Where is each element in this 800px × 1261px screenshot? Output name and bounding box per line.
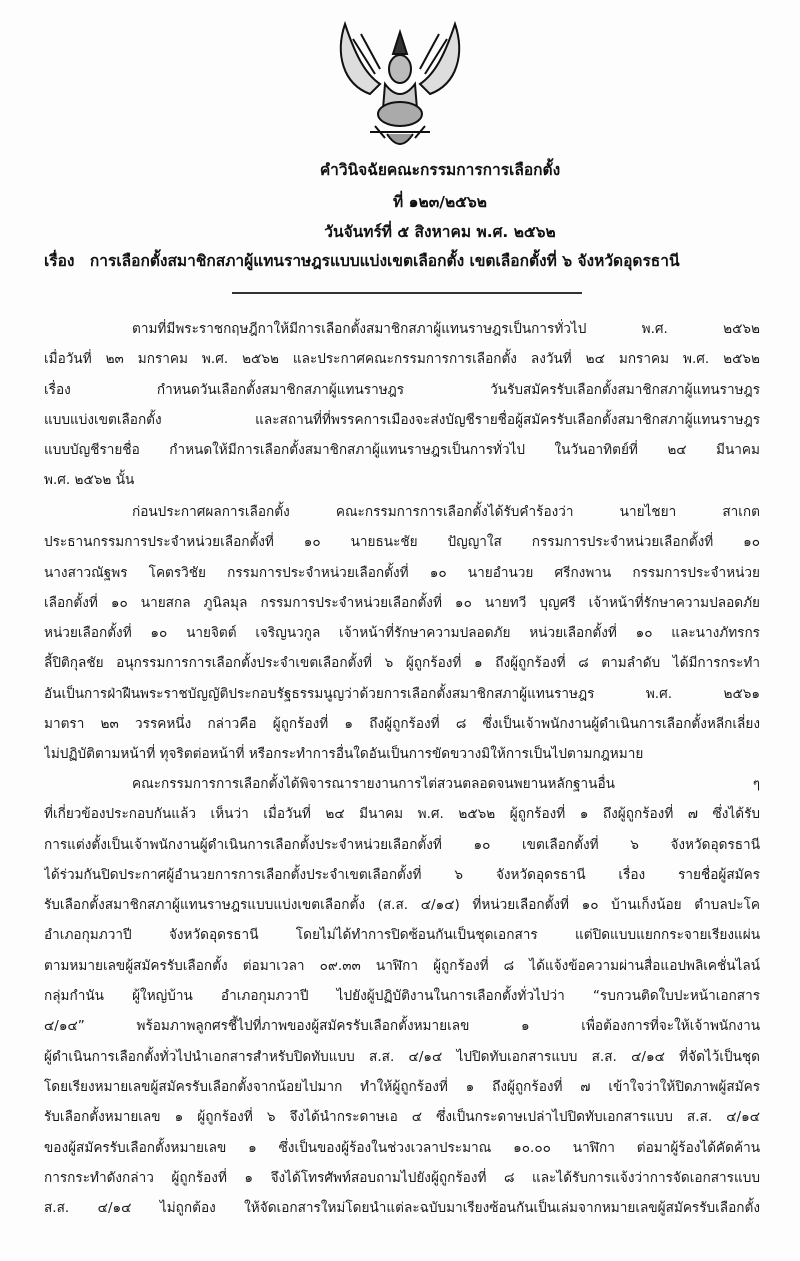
paragraph-line: ของผู้สมัครรับเลือกตั้งหมายเลข ๑ ซึ่งเป็นของผู้ร้องในช่วงเวลาประมาณ ๑๐.๐๐ นาฬิกา ต่อมาผู้ร้องได้คัดค้าน: [44, 1139, 760, 1156]
paragraph-line: อันเป็นการฝ่าฝืนพระราชบัญญัติประกอบรัฐธรรมนูญว่าด้วยการเลือกตั้งสมาชิกสภาผู้แทนราษฎร พ.ศ. ๒๕๖๑: [44, 685, 760, 702]
paragraph-1: [44, 314, 760, 496]
paragraph-line: ๔/๑๔” พร้อมภาพลูกศรชี้ไปที่ภาพของผู้สมัครรับเลือกตั้งหมายเลข ๑ เพื่อต้องการที่จะให้เจ้าพนักงาน: [44, 1018, 760, 1035]
paragraph-line: การแต่งตั้งเป็นเจ้าพนักงานผู้ดำเนินการเลือกตั้งประจำหน่วยเลือกตั้งที่ ๑๐ เขตเลือกตั้งที่ ๖ จังหวัดอุดรธานี: [44, 836, 760, 853]
paragraph-line: ตามหมายเลขผู้สมัครรับเลือกตั้ง ต่อมาเวลา ๐๙.๓๓ นาฬิกา ผู้ถูกร้องที่ ๘ ได้แจ้งข้อความผ่านสื่อแอปพลิเคชั่นไลน์: [44, 957, 760, 974]
paragraph-line: นางสาวณัฐพร โคตรวิชัย กรรมการประจำหน่วยเลือกตั้งที่ ๑๐ นายอำนวย ศรีกงพาน กรรมการประจำหน่วย: [44, 564, 760, 581]
paragraph-line: เมื่อวันที่ ๒๓ มกราคม พ.ศ. ๒๕๖๒ และประกาศคณะกรรมการการเลือกตั้ง ลงวันที่ ๒๔ มกราคม พ.ศ. ๒๕๖๒: [44, 351, 760, 368]
paragraph-line: ที่เกี่ยวข้องประกอบกันแล้ว เห็นว่า เมื่อวันที่ ๒๔ มีนาคม พ.ศ. ๒๕๖๒ ผู้ถูกร้องที่ ๑ ถึงผู้ถูกร้องที่ ๗ ซึ่งได้รับ: [44, 806, 760, 823]
paragraph-line: พ.ศ. ๒๕๖๒ นั้น: [44, 472, 135, 489]
paragraph-line: การกระทำดังกล่าว ผู้ถูกร้องที่ ๑ จึงได้โทรศัพท์สอบถามไปยังผู้ถูกร้องที่ ๘ และได้รับการแจ้งว่าการจัดเอกสารแบบ: [44, 1169, 760, 1186]
paragraph-line: ผู้ดำเนินการเลือกตั้งทั่วไปนำเอกสารสำหรับปิดทับแบบ ส.ส. ๔/๑๔ ไปปิดทับเอกสารแบบ ส.ส. ๔/๑๔ ที่จัดไว้เป็นชุด: [44, 1048, 760, 1065]
subject-text: การเลือกตั้งสมาชิกสภาผู้แทนราษฎรแบบแบ่งเขตเลือกตั้ง เขตเลือกตั้งที่ ๖ จังหวัดอุดรธานี: [89, 252, 680, 270]
paragraph-line: ก่อนประกาศผลการเลือกตั้ง คณะกรรมการการเลือกตั้งได้รับคำร้องว่า นายไชยา สาเกต: [132, 504, 760, 520]
paragraph-line: ไม่ปฏิบัติตามหน้าที่ ทุจริตต่อหน้าที่ หรือกระทำการอื่นใดอันเป็นการขัดขวางมิให้การเป็นไปตามกฎหมาย: [44, 746, 644, 763]
paragraph-line: ส.ส. ๔/๑๔ ไม่ถูกต้อง ให้จัดเอกสารใหม่โดยนำแต่ละฉบับมาเรียงซ้อนกันเป็นเล่มจากหมายเลขผู้สมัครรับเลือกตั้ง: [44, 1200, 760, 1217]
divider: [232, 292, 582, 294]
decision-date: วันจันทร์ที่ ๕ สิงหาคม พ.ศ. ๒๕๖๒: [324, 223, 556, 241]
decision-title: คำวินิจฉัยคณะกรรมการการเลือกตั้ง: [319, 161, 561, 179]
paragraph-line: อำเภอกุมภวาปี จังหวัดอุดรธานี โดยไม่ได้ทำการปิดซ้อนกันเป็นชุดเอกสาร แต่ปิดแบบแยกกระจายเรียงแผ่น: [44, 927, 760, 944]
paragraph-line: รับเลือกตั้งหมายเลข ๑ ผู้ถูกร้องที่ ๖ จึงได้นำกระดาษเอ ๔ ซึ่งเป็นกระดาษเปล่าไปปิดทับเอกสารแบบ ส.ส. ๔/๑๔: [44, 1109, 760, 1126]
paragraph-2: [44, 497, 760, 770]
paragraph-line: มาตรา ๒๓ วรรคหนึ่ง กล่าวคือ ผู้ถูกร้องที่ ๑ ถึงผู้ถูกร้องที่ ๘ ซึ่งเป็นเจ้าพนักงานผู้ดำเนินการเลือกตั้งหลีกเลี่ยง: [44, 716, 760, 733]
paragraph-line: เรื่อง กำหนดวันเลือกตั้งสมาชิกสภาผู้แทนราษฎร วันรับสมัครรับเลือกตั้งสมาชิกสภาผู้แทนราษฎร: [44, 381, 760, 398]
paragraph-line: รับเลือกตั้งสมาชิกสภาผู้แทนราษฎรแบบแบ่งเขตเลือกตั้ง (ส.ส. ๔/๑๔) ที่หน่วยเลือกตั้งที่ ๑๐ บ้านเก็งน้อย ตำบลปะโค: [44, 897, 760, 914]
decision-number: ที่ ๑๒๓/๒๕๖๒: [393, 193, 487, 211]
paragraph-line: ได้ร่วมกันปิดประกาศผู้อำนวยการการเลือกตั้งประจำเขตเลือกตั้งที่ ๖ จังหวัดอุดรธานี เรื่อง รายชื่อผู้สมัคร: [44, 866, 760, 883]
subject-label: เรื่อง: [44, 252, 75, 270]
garuda-emblem-icon: [325, 14, 475, 154]
paragraph-3: [44, 769, 760, 1223]
paragraph-line: ประธานกรรมการประจำหน่วยเลือกตั้งที่ ๑๐ นายธนะชัย ปัญญาใส กรรมการประจำหน่วยเลือกตั้งที่ ๑๐: [44, 534, 760, 551]
paragraph-line: กลุ่มกำนัน ผู้ใหญ่บ้าน อำเภอกุมภวาปี ไปยังผู้ปฏิบัติงานในการเลือกตั้งทั่วไปว่า “รบกวนติดใบปะหน้าเอกสาร: [44, 988, 760, 1005]
paragraph-line: เลือกตั้งที่ ๑๐ นายสกล ภูนิลมุล กรรมการประจำหน่วยเลือกตั้งที่ ๑๐ นายทวี บุญศรี เจ้าหน้าที่รักษาความปลอดภัย: [44, 594, 760, 611]
paragraph-line: ลี้ปิติกุลชัย อนุกรรมการการเลือกตั้งประจำเขตเลือกตั้งที่ ๖ ผู้ถูกร้องที่ ๑ ถึงผู้ถูกร้องที่ ๘ ตามลำดับ ได้มีการกระทำ: [44, 655, 760, 672]
paragraph-line: หน่วยเลือกตั้งที่ ๑๐ นายจิตต์ เจริญนวกูล เจ้าหน้าที่รักษาความปลอดภัย หน่วยเลือกตั้งที่ ๑๐ และนางภัทรกร: [44, 625, 760, 642]
paragraph-line: แบบแบ่งเขตเลือกตั้ง และสถานที่ที่พรรคการเมืองจะส่งบัญชีรายชื่อผู้สมัครรับเลือกตั้งสมาชิกสภาผู้แทนราษฎร: [44, 411, 760, 428]
subject-line: [44, 251, 680, 271]
paragraph-line: แบบบัญชีรายชื่อ กำหนดให้มีการเลือกตั้งสมาชิกสภาผู้แทนราษฎรเป็นการทั่วไป ในวันอาทิตย์ที่ ๒๔ มีนาคม: [44, 442, 760, 459]
paragraph-line: คณะกรรมการการเลือกตั้งได้พิจารณารายงานการไต่สวนตลอดจนพยานหลักฐานอื่น ๆ: [132, 776, 760, 792]
paragraph-line: โดยเรียงหมายเลขผู้สมัครรับเลือกตั้งจากน้อยไปมาก ทำให้ผู้ถูกร้องที่ ๑ ถึงผู้ถูกร้องที่ ๗ เข้าใจว่าให้ปิดภาพผู้สมัคร: [44, 1078, 760, 1095]
paragraph-line: ตามที่มีพระราชกฤษฎีกาให้มีการเลือกตั้งสมาชิกสภาผู้แทนราษฎรเป็นการทั่วไป พ.ศ. ๒๕๖๒: [132, 321, 760, 337]
